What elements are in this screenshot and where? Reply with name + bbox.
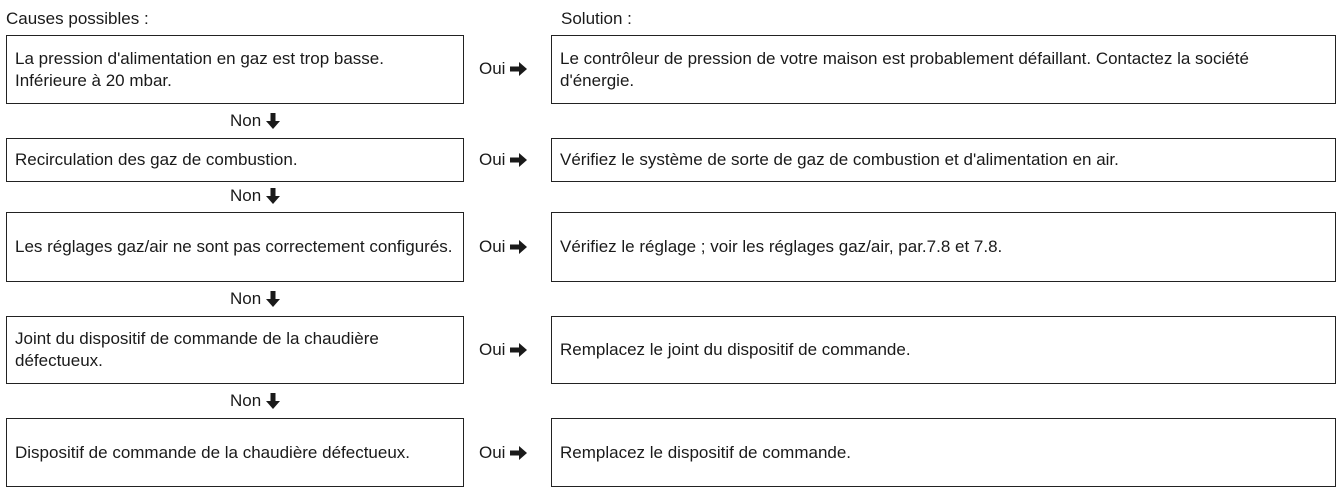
arrow-right-icon (510, 343, 527, 357)
yes-label: Oui (479, 150, 506, 169)
solution-text: Remplacez le joint du dispositif de commande. (560, 340, 911, 359)
no-label: Non (230, 391, 262, 410)
cause-box-3 (6, 212, 464, 282)
no-connector-3 (230, 289, 280, 309)
yes-label: Oui (479, 443, 506, 462)
no-connector-1 (230, 111, 280, 131)
arrow-down-icon (266, 113, 280, 129)
cause-box-2 (6, 138, 464, 182)
cause-text: Recirculation des gaz de combustion. (15, 150, 298, 169)
arrow-right-icon (510, 153, 527, 167)
cause-text: Dispositif de commande de la chaudière défectueux. (15, 442, 411, 462)
cause-box-5 (6, 418, 464, 487)
yes-label: Oui (479, 340, 506, 359)
yes-connector-3 (479, 237, 527, 257)
cause-text: La pression d'alimentation en gaz est trop basse. Inférieure à 20 mbar. (15, 48, 384, 90)
no-label: Non (230, 111, 262, 130)
solution-text: Remplacez le dispositif de commande. (560, 442, 852, 462)
yes-connector-5 (479, 443, 527, 463)
cause-box-4 (6, 316, 464, 384)
solution-box-1 (551, 35, 1336, 104)
yes-connector-2 (479, 150, 527, 170)
yes-connector-1 (479, 59, 527, 79)
arrow-down-icon (266, 188, 280, 204)
arrow-down-icon (266, 291, 280, 307)
arrow-right-icon (510, 240, 527, 254)
solution-text: Le contrôleur de pression de votre maison est probablement défaillant. Contactez la société d'énergie. (560, 48, 1249, 90)
cause-text: Les réglages gaz/air ne sont pas correctement configurés. (15, 237, 453, 256)
solution-box-4 (551, 316, 1336, 384)
yes-label: Oui (479, 237, 506, 256)
solution-box-3 (551, 212, 1336, 282)
solution-box-2 (551, 138, 1336, 182)
solution-text: Vérifiez le réglage ; voir les réglages gaz/air, par.7.8 et 7.8. (560, 237, 1003, 256)
cause-box-1 (6, 35, 464, 104)
arrow-down-icon (266, 393, 280, 409)
causes-heading: Causes possibles : (6, 9, 149, 28)
solution-heading: Solution : (561, 9, 632, 28)
no-connector-2 (230, 186, 280, 206)
yes-connector-4 (479, 340, 527, 360)
yes-label: Oui (479, 59, 506, 78)
solution-text: Vérifiez le système de sorte de gaz de combustion et d'alimentation en air. (560, 150, 1119, 169)
solution-box-5 (551, 418, 1336, 487)
no-label: Non (230, 186, 262, 205)
no-label: Non (230, 289, 262, 308)
cause-text: Joint du dispositif de commande de la chaudière défectueux. (15, 329, 379, 370)
no-connector-4 (230, 391, 280, 411)
arrow-right-icon (510, 62, 527, 76)
arrow-right-icon (510, 446, 527, 460)
